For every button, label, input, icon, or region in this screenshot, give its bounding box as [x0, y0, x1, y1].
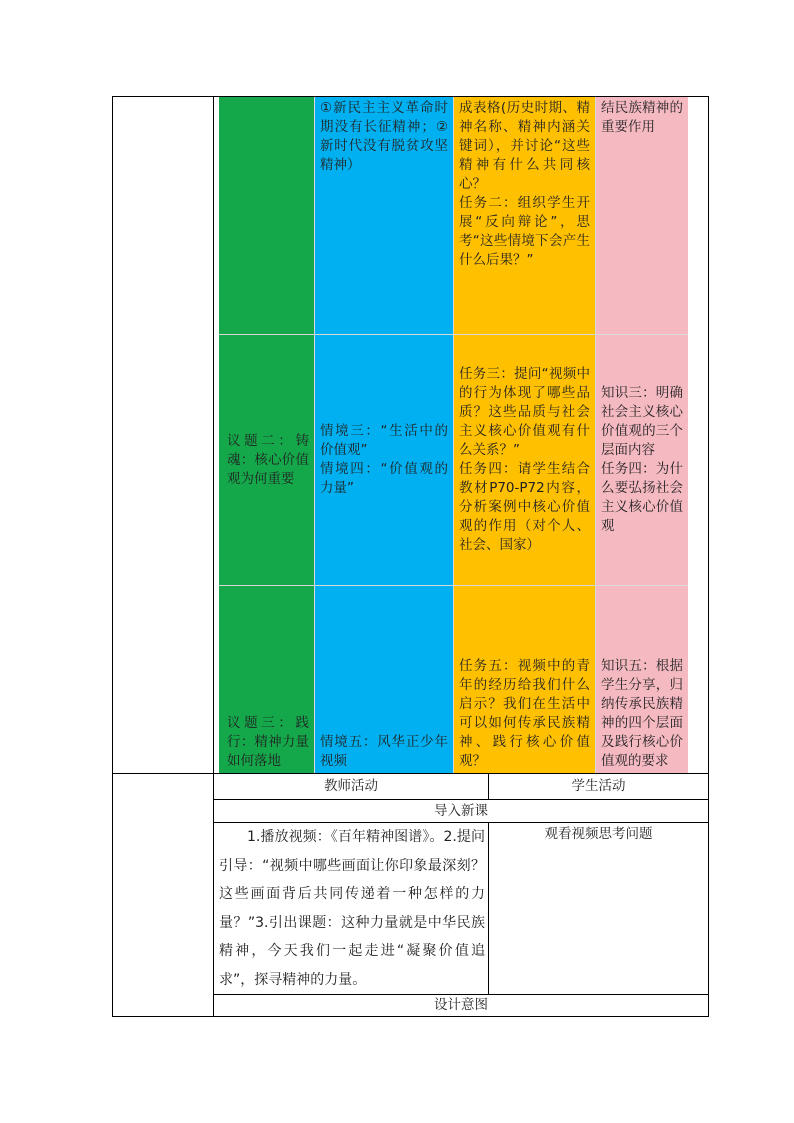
knowledge-cell-row3 — [596, 586, 688, 773]
teacher-activity-text — [219, 823, 485, 993]
knowledge-text-row2: 知识三：明确社会主义核心价值观的三个层面内容 任务四：为什么要弘扬社会主义核心价值观 — [601, 385, 683, 534]
teacher-activity-content: 1.播放视频：《百年精神图谱》。2.提问引导：“视频中哪些画面让你印象最深刻？这些画面背后共同传递着一种怎样的力量？”3.引出课题：这种力量就是中华民族精神，今天我们一起走进“凝聚价值追求”，探寻精神的力量。 — [219, 829, 485, 988]
table-border — [112, 773, 709, 774]
knowledge-cell-row1 — [596, 97, 688, 334]
topic-cell-row3 — [219, 586, 314, 773]
teacher-activity-header: 教师活动 — [324, 778, 378, 794]
student-activity-header: 学生活动 — [571, 778, 626, 794]
divider — [453, 97, 454, 773]
design-intent-label: 设计意图 — [434, 997, 488, 1013]
topic-text-row3: 议题三：践行：精神力量如何落地 — [227, 715, 309, 769]
table-border — [112, 96, 113, 1017]
table-border — [112, 96, 709, 97]
student-activity-text: 观看视频思考问题 — [544, 826, 653, 842]
section-title: 导入新课 — [434, 803, 488, 819]
task-text-row2: 任务三：提问“视频中的行为体现了哪些品质？这些品质与社会主义核心价值观有什么关系？” 任务四：请学生结合教材P70-P72内容，分析案例中核心价值观的作用（对个人、社会、国家） — [459, 366, 590, 553]
topic-cell-row1 — [219, 97, 314, 334]
knowledge-text-row1: 结民族精神的重要作用 — [601, 100, 683, 135]
task-cell-row3 — [454, 586, 595, 773]
scene-text-row2: 情境三：“生活中的价值观” 情境四：“价值观的力量” — [320, 423, 448, 496]
scene-text-row3: 情境五：风华正少年视频 — [320, 734, 448, 769]
table-border — [488, 773, 489, 799]
divider — [595, 97, 596, 773]
table-border — [112, 1016, 709, 1017]
topic-text-row2: 议题二：铸魂：核心价值观为何重要 — [227, 432, 309, 487]
table-border — [708, 96, 709, 1017]
scene-text-row1: ①新民主主义革命时期没有长征精神；②新时代没有脱贫攻坚精神） — [320, 100, 448, 173]
task-cell-row1 — [454, 97, 595, 334]
table-border — [488, 822, 489, 994]
knowledge-cell-row2 — [596, 335, 688, 585]
knowledge-text-row3: 知识五：根据学生分享，归纳传承民族精神的四个层面及践行核心价值观的要求 — [601, 658, 683, 769]
task-text-row1: 成表格(历史时期、精神名称、精神内涵关键词），并讨论“这些精神有什么共同核心？ 任务二：组织学生开展“反向辩论”，思考“这些情境下会产生什么后果？” — [459, 100, 590, 268]
scene-cell-row1 — [315, 97, 453, 334]
task-text-row3: 任务五：视频中的青年的经历给我们什么启示？我们在生活中可以如何传承民族精神、践行核心价值观？ — [459, 658, 590, 769]
divider — [314, 97, 315, 773]
topic-cell-row2 — [219, 335, 314, 585]
scene-cell-row3 — [315, 586, 453, 773]
task-cell-row2 — [454, 335, 595, 585]
scene-cell-row2 — [315, 335, 453, 585]
table-border — [213, 96, 214, 1017]
